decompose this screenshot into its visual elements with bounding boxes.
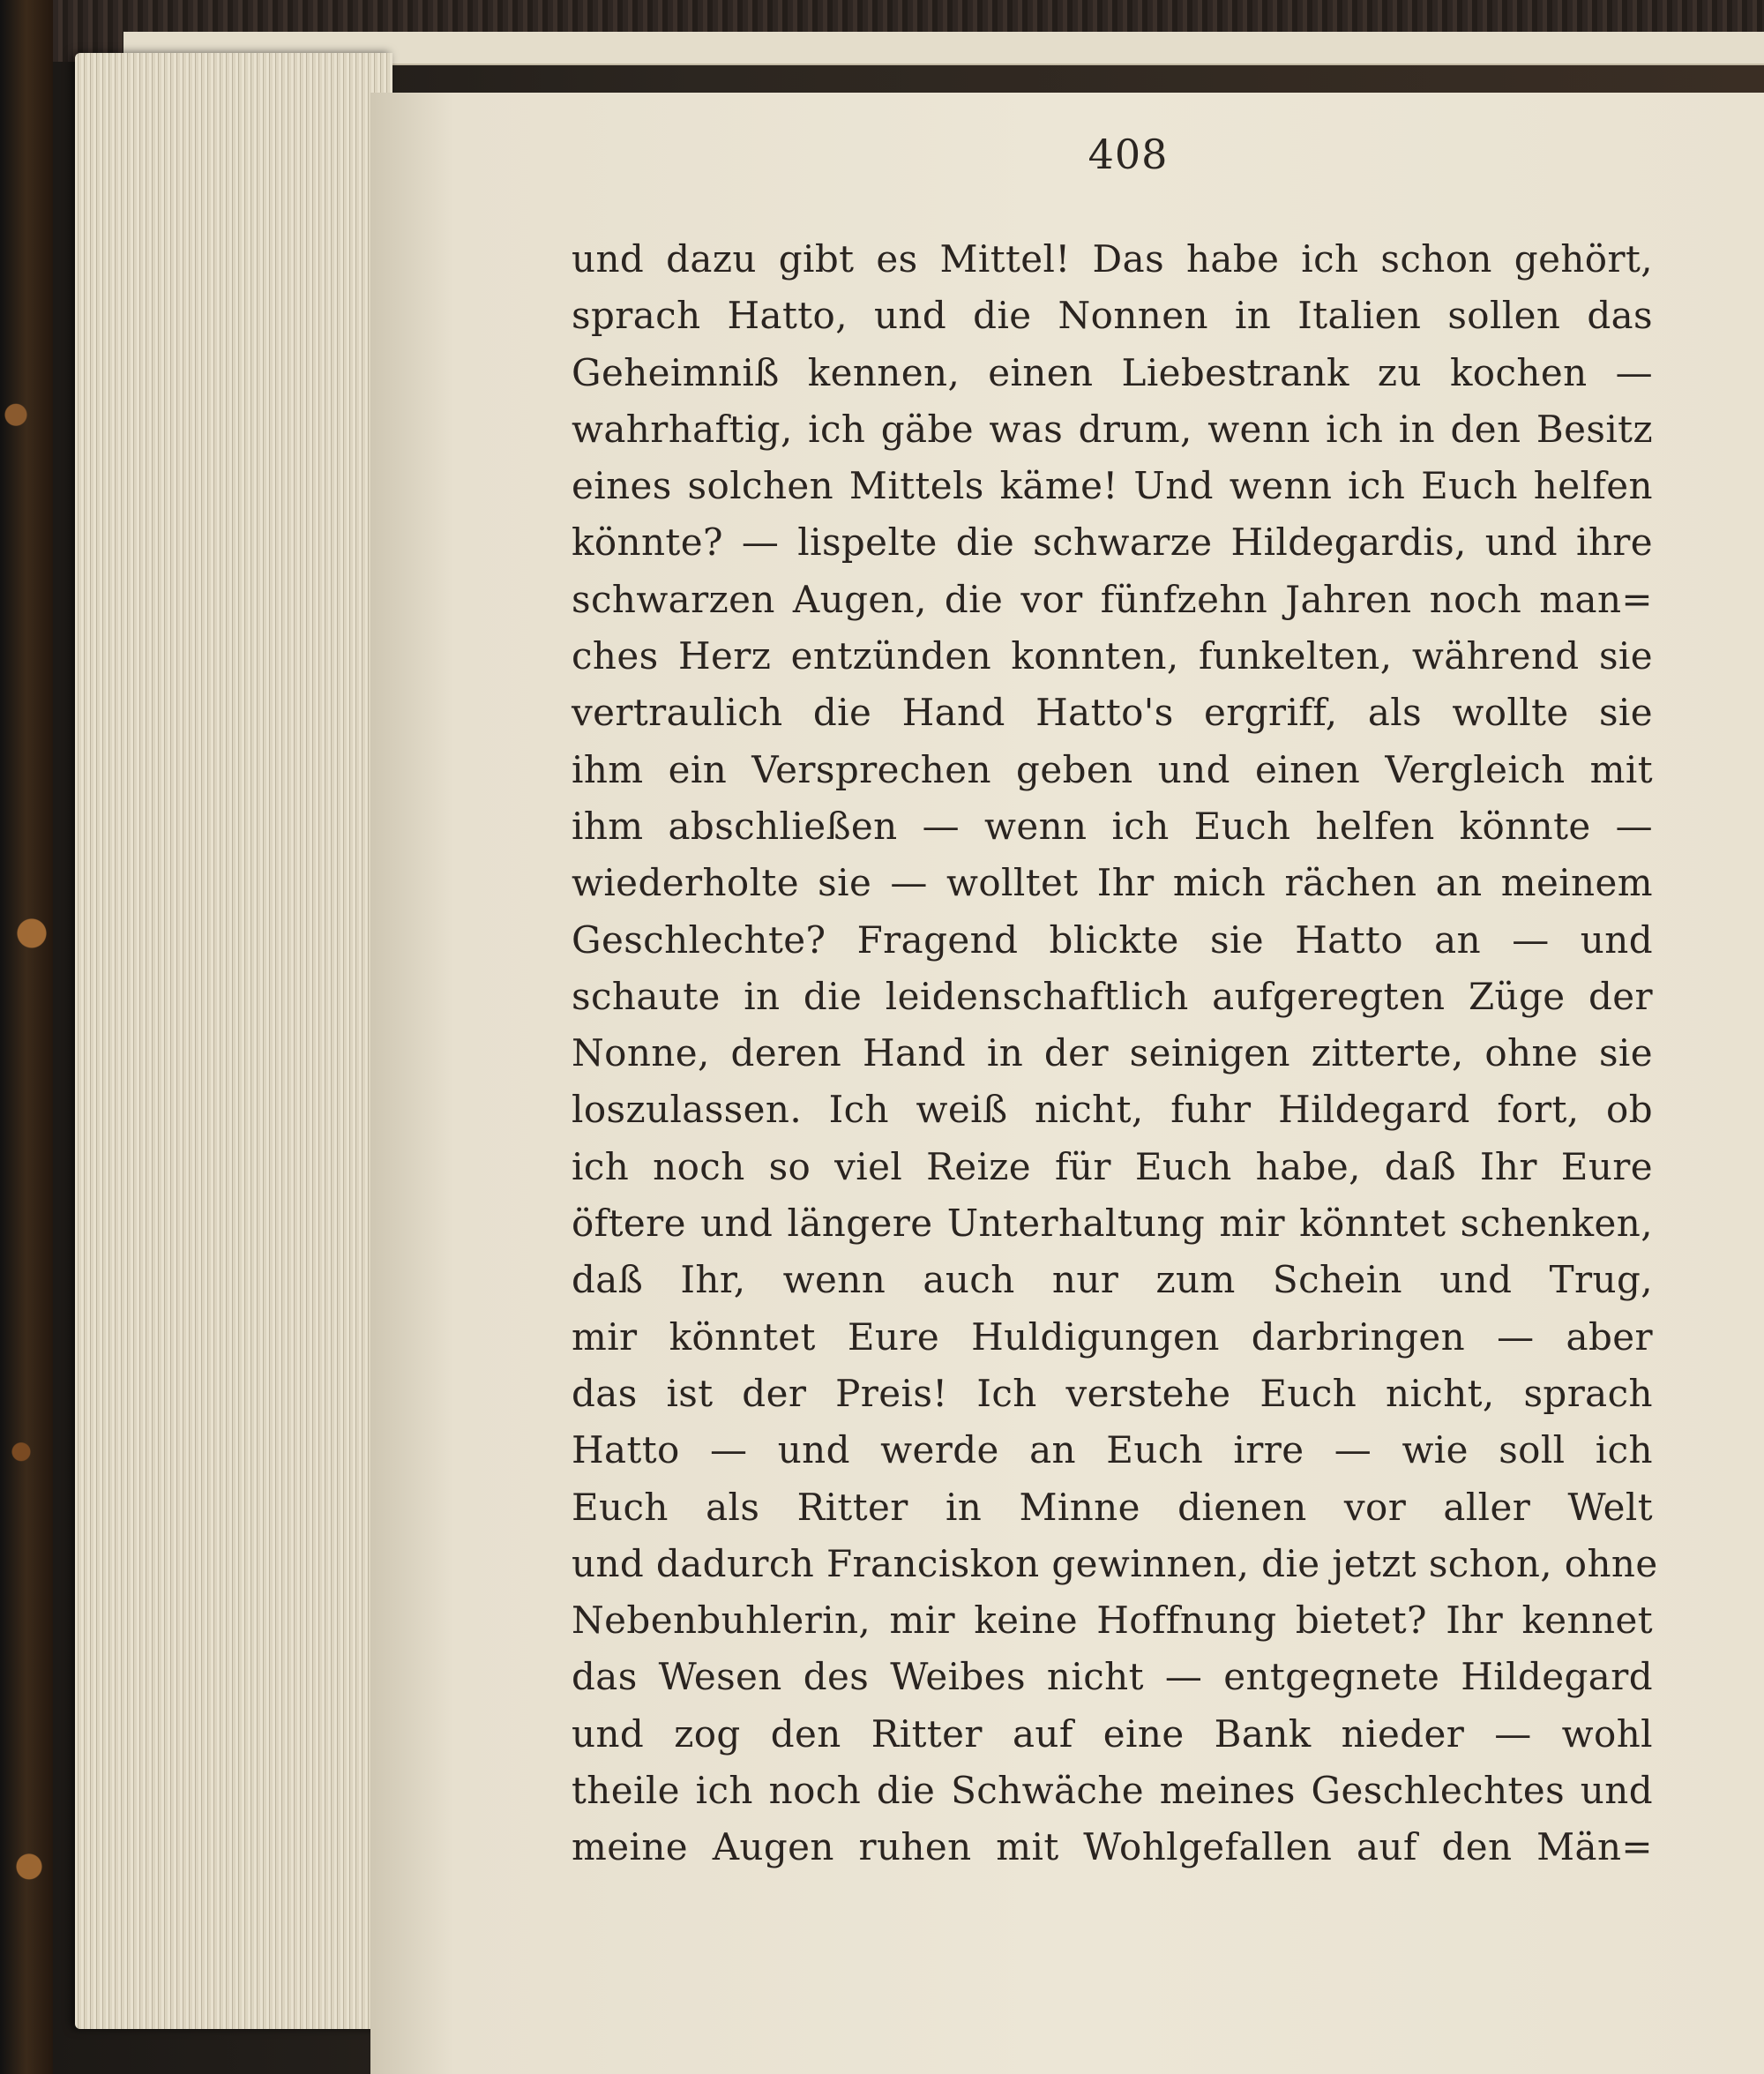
text-line: und dadurch Franciskon gewinnen, die jetzt schon, ohne — [572, 1541, 1658, 1585]
page-stack-edge — [75, 53, 392, 2029]
page-number: 408 — [1088, 131, 1169, 178]
text-line: und zog den Ritter auf eine Bank nieder — wohl — [572, 1711, 1653, 1756]
text-line: Geschlechte? Fragend blickte sie Hatto an — und — [572, 917, 1653, 962]
text-line: ihm ein Versprechen geben und einen Vergleich mit — [572, 747, 1653, 791]
body-text — [572, 231, 1658, 1876]
text-line: loszulassen. Ich weiß nicht, fuhr Hildegard fort, ob — [572, 1088, 1653, 1132]
text-line: öftere und längere Unterhaltung mir könntet schenken, — [572, 1202, 1653, 1246]
text-line: ches Herz entzünden konnten, funkelten, während sie — [572, 634, 1653, 678]
text-line: ich noch so viel Reize für Euch habe, daß Ihr Eure — [572, 1144, 1653, 1188]
text-line: schaute in die leidenschaftlich aufgeregten Züge der — [572, 974, 1653, 1018]
text-line: vertraulich die Hand Hatto's ergriff, als wollte sie — [572, 691, 1653, 735]
text-line: das ist der Preis! Ich verstehe Euch nicht, sprach — [572, 1371, 1653, 1415]
text-line: eines solchen Mittels käme! Und wenn ich Euch helfen — [572, 464, 1653, 508]
text-line: Nonne, deren Hand in der seinigen zitterte, ohne sie — [572, 1031, 1653, 1075]
text-line: das Wesen des Weibes nicht — entgegnete Hildegard — [572, 1655, 1653, 1699]
text-line: meine Augen ruhen mit Wohlgefallen auf den Män= — [572, 1825, 1653, 1869]
text-line: mir könntet Eure Huldigungen darbringen — aber — [572, 1314, 1653, 1359]
text-line: Nebenbuhlerin, mir keine Hoffnung bietet? Ihr kennet — [572, 1599, 1653, 1643]
text-line: schwarzen Augen, die vor fünfzehn Jahren noch man= — [572, 577, 1653, 621]
text-line: wahrhaftig, ich gäbe was drum, wenn ich in den Besitz — [572, 407, 1653, 451]
text-line: ihm abschließen — wenn ich Euch helfen könnte — — [572, 804, 1653, 848]
text-line: und dazu gibt es Mittel! Das habe ich schon gehört, — [572, 237, 1653, 281]
book-cover-edge — [0, 0, 53, 2074]
text-line: wiederholte sie — wolltet Ihr mich rächen an meinem — [572, 861, 1653, 905]
text-line: daß Ihr, wenn auch nur zum Schein und Trug, — [572, 1258, 1653, 1302]
text-line: Geheimniß kennen, einen Liebestrank zu kochen — — [572, 350, 1653, 394]
text-line: theile ich noch die Schwäche meines Geschlechtes und — [572, 1769, 1653, 1813]
text-line: Euch als Ritter in Minne dienen vor aller Welt — [572, 1485, 1653, 1529]
text-line: Hatto — und werde an Euch irre — wie soll ich — [572, 1428, 1653, 1472]
text-line: könnte? — lispelte die schwarze Hildegardis, und ihre — [572, 520, 1653, 565]
text-line: sprach Hatto, und die Nonnen in Italien sollen das — [572, 294, 1653, 338]
